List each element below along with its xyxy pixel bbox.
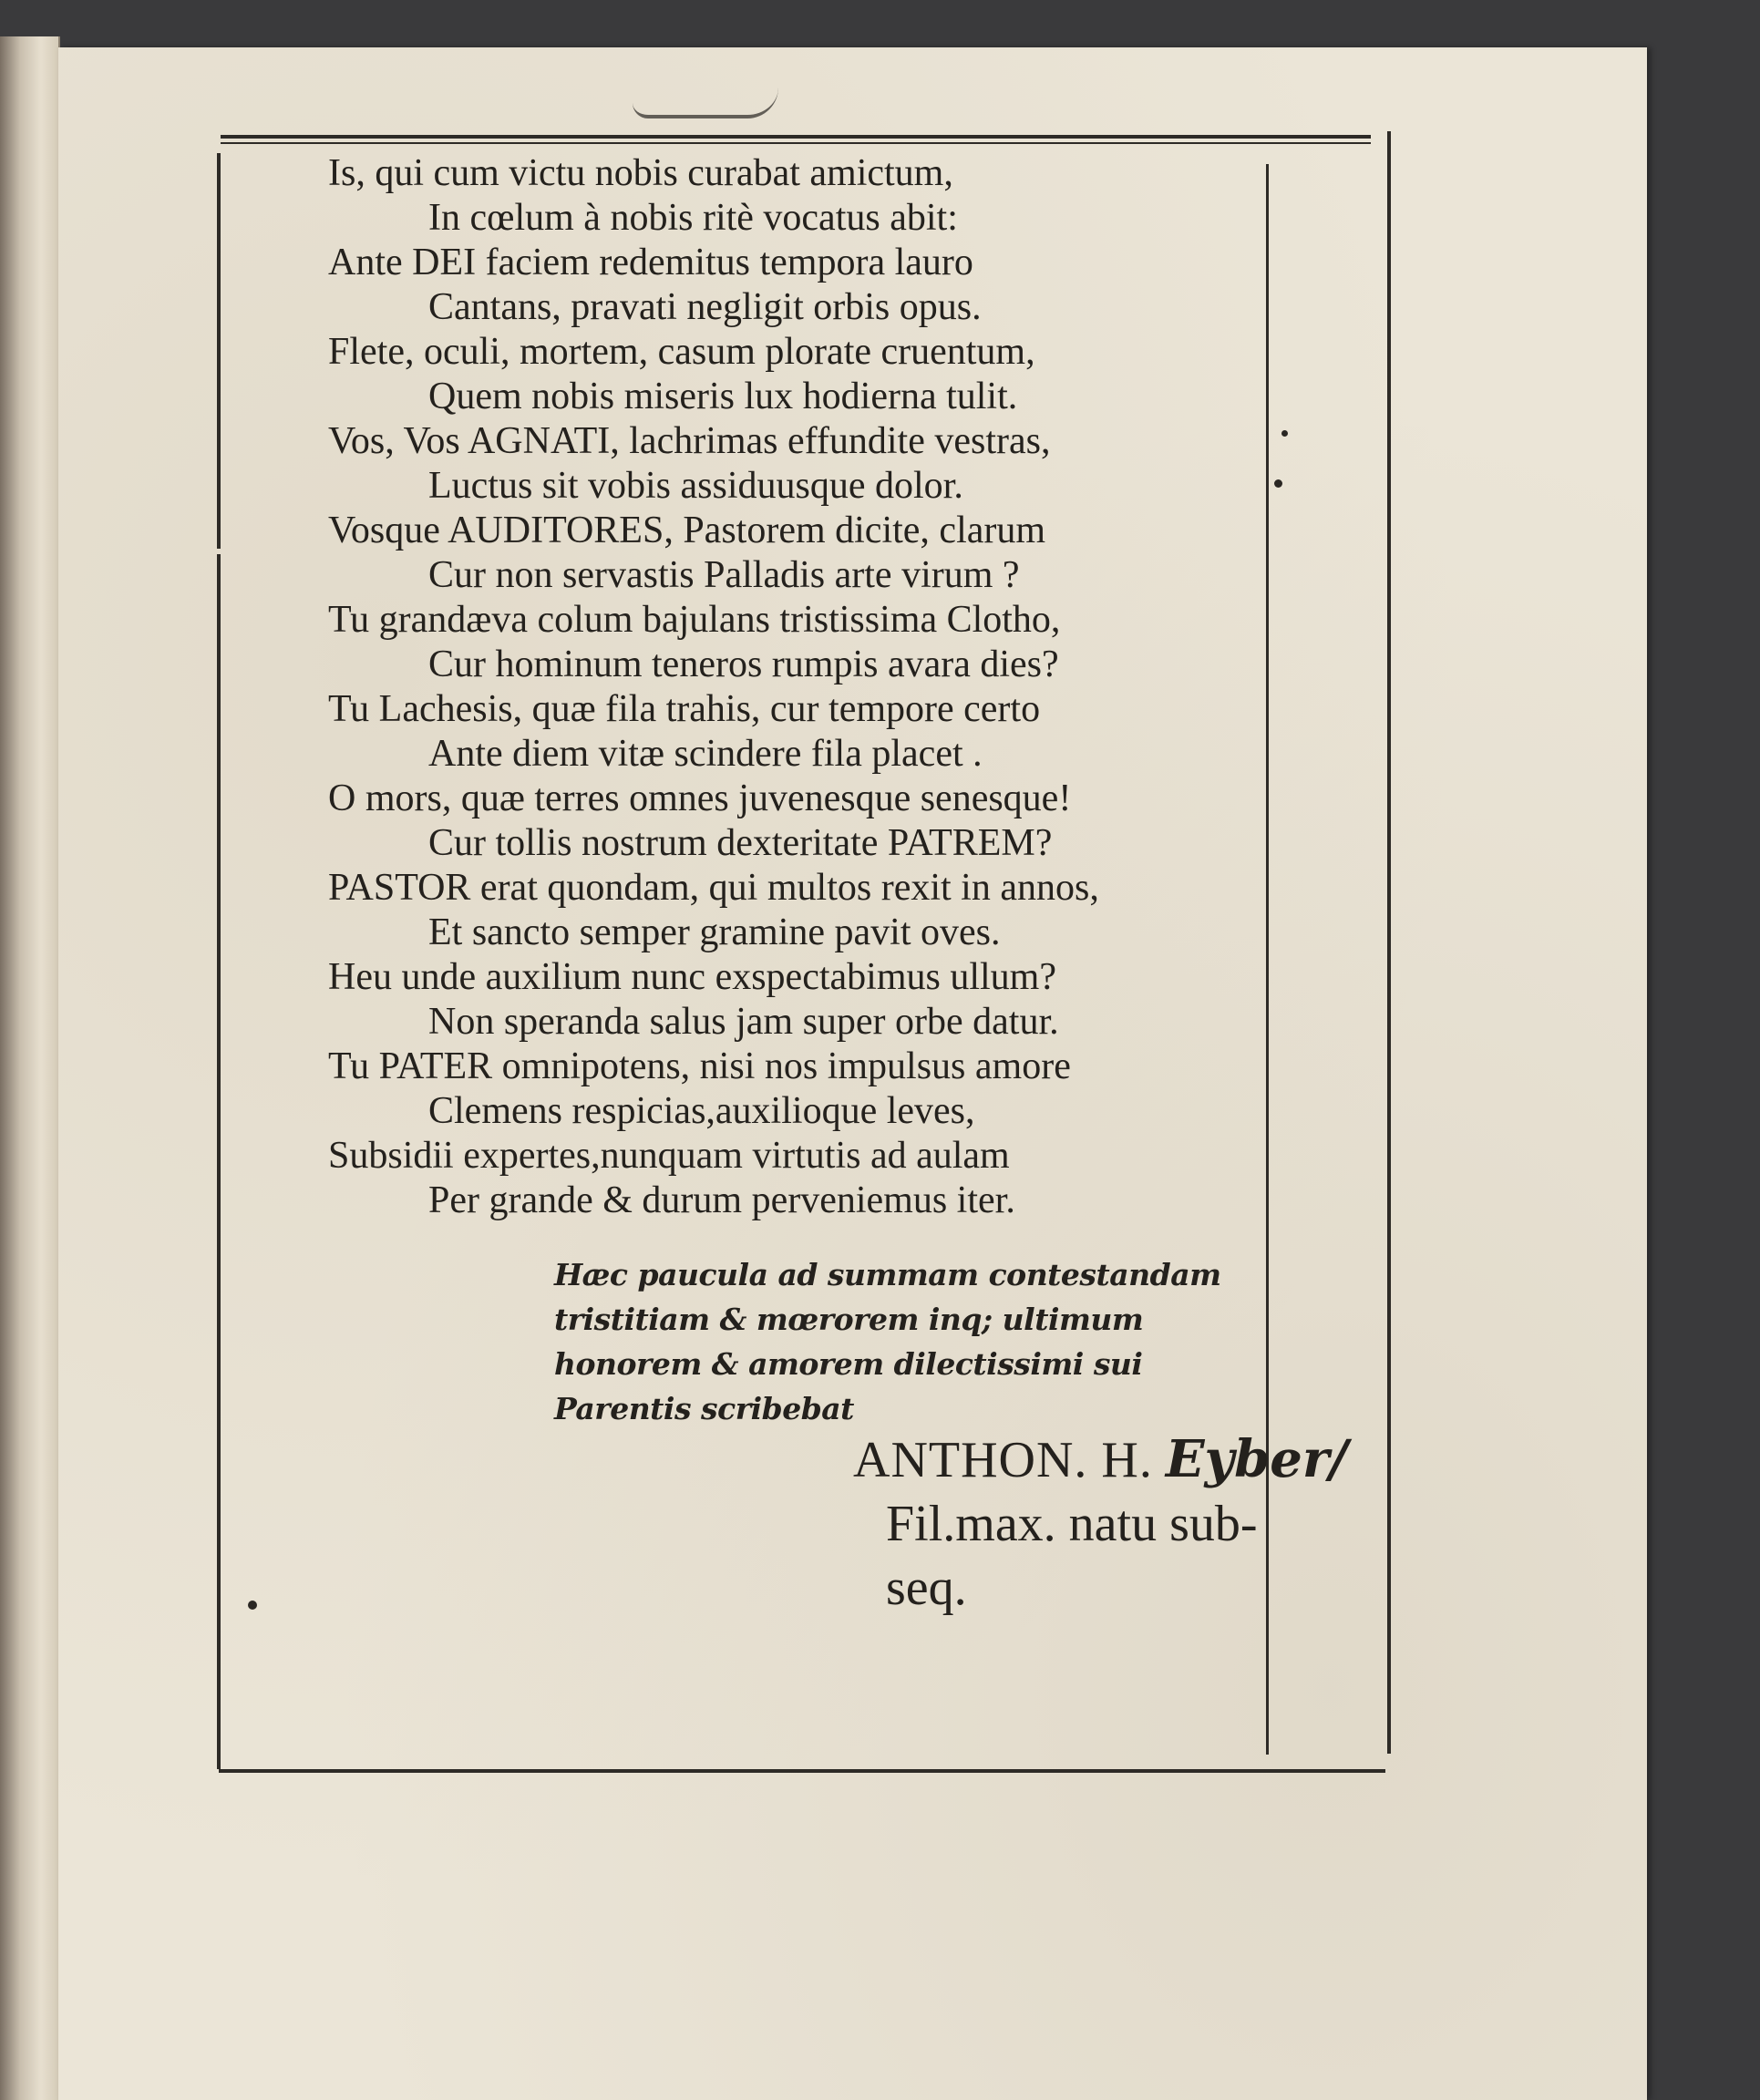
- poem-line: Ante diem vitæ scindere fila placet .: [428, 733, 983, 775]
- dedication-line: tristitiam & mœrorem inq; ultimum: [554, 1302, 1144, 1337]
- poem-line: Quem nobis miseris lux hodierna tulit.: [428, 376, 1018, 417]
- poem-line: PASTOR erat quondam, qui multos rexit in annos,: [328, 867, 1099, 909]
- ink-speck: [1274, 479, 1282, 488]
- poem-text: [328, 151, 1249, 1223]
- poem-line: Tu grandæva colum bajulans tristissima Clotho,: [328, 599, 1061, 641]
- frame-rule-top-thin: [221, 142, 1371, 144]
- poem-line: Heu unde auxilium nunc exspectabimus ullum?: [328, 956, 1056, 998]
- frame-rule-bottom: [219, 1769, 1385, 1773]
- poem-line: Cantans, pravati negligit orbis opus.: [428, 286, 982, 328]
- poem-line: Luctus sit vobis assiduusque dolor.: [428, 465, 963, 507]
- ink-speck: [1281, 430, 1288, 437]
- poem-line: Cur non servastis Palladis arte virum ?: [428, 554, 1020, 596]
- dedication: [554, 1252, 1221, 1431]
- poem-line: In cœlum à nobis ritè vocatus abit:: [428, 197, 958, 239]
- poem-line: Tu PATER omnipotens, nisi nos impulsus amore: [328, 1045, 1071, 1087]
- poem-line: Non speranda salus jam super orbe datur.: [428, 1001, 1059, 1043]
- poem-line: Clemens respicias,auxilioque leves,: [428, 1090, 975, 1132]
- poem-line: Subsidii expertes,nunquam virtutis ad aulam: [328, 1135, 1010, 1177]
- adjacent-page-edge: [0, 36, 60, 2100]
- signature-surname: Eyber/: [1165, 1429, 1348, 1489]
- dedication-line: honorem & amorem dilectissimi sui: [554, 1346, 1143, 1382]
- signature: [853, 1427, 1348, 1620]
- poem-line: Tu Lachesis, quæ fila trahis, cur tempore certo: [328, 688, 1041, 730]
- torn-page-number: [633, 88, 778, 118]
- ink-speck: [248, 1601, 257, 1610]
- frame-rule-right-outer: [1387, 131, 1391, 1754]
- dedication-line: Hæc paucula ad summam contestandam: [554, 1257, 1221, 1292]
- poem-line: Ante DEI faciem redemitus tempora lauro: [328, 242, 973, 283]
- signature-name: ANTHON. H.: [853, 1432, 1153, 1488]
- poem-line: Is, qui cum victu nobis curabat amictum,: [328, 152, 953, 194]
- poem-line: O mors, quæ terres omnes juvenesque senesque!: [328, 777, 1072, 819]
- frame-rule-top: [221, 135, 1371, 139]
- dedication-line: Parentis scribebat: [554, 1391, 854, 1426]
- poem-line: Et sancto semper gramine pavit oves.: [428, 911, 1001, 953]
- signature-line-3: seq.: [886, 1560, 967, 1616]
- poem-line: Vos, Vos AGNATI, lachrimas effundite vestras,: [328, 420, 1051, 462]
- poem-line: Flete, oculi, mortem, casum plorate cruentum,: [328, 331, 1035, 373]
- book-page: [58, 47, 1647, 2100]
- frame-rule-left-upper: [217, 153, 221, 549]
- frame-rule-left-lower: [217, 554, 221, 1769]
- poem-line: Vosque AUDITORES, Pastorem dicite, clarum: [328, 510, 1046, 551]
- poem-line: Cur tollis nostrum dexteritate PATREM?: [428, 822, 1053, 864]
- poem-line: Cur hominum teneros rumpis avara dies?: [428, 643, 1059, 685]
- poem-line: Per grande & durum perveniemus iter.: [428, 1179, 1015, 1221]
- signature-line-2: Fil.max. natu sub-: [886, 1496, 1258, 1552]
